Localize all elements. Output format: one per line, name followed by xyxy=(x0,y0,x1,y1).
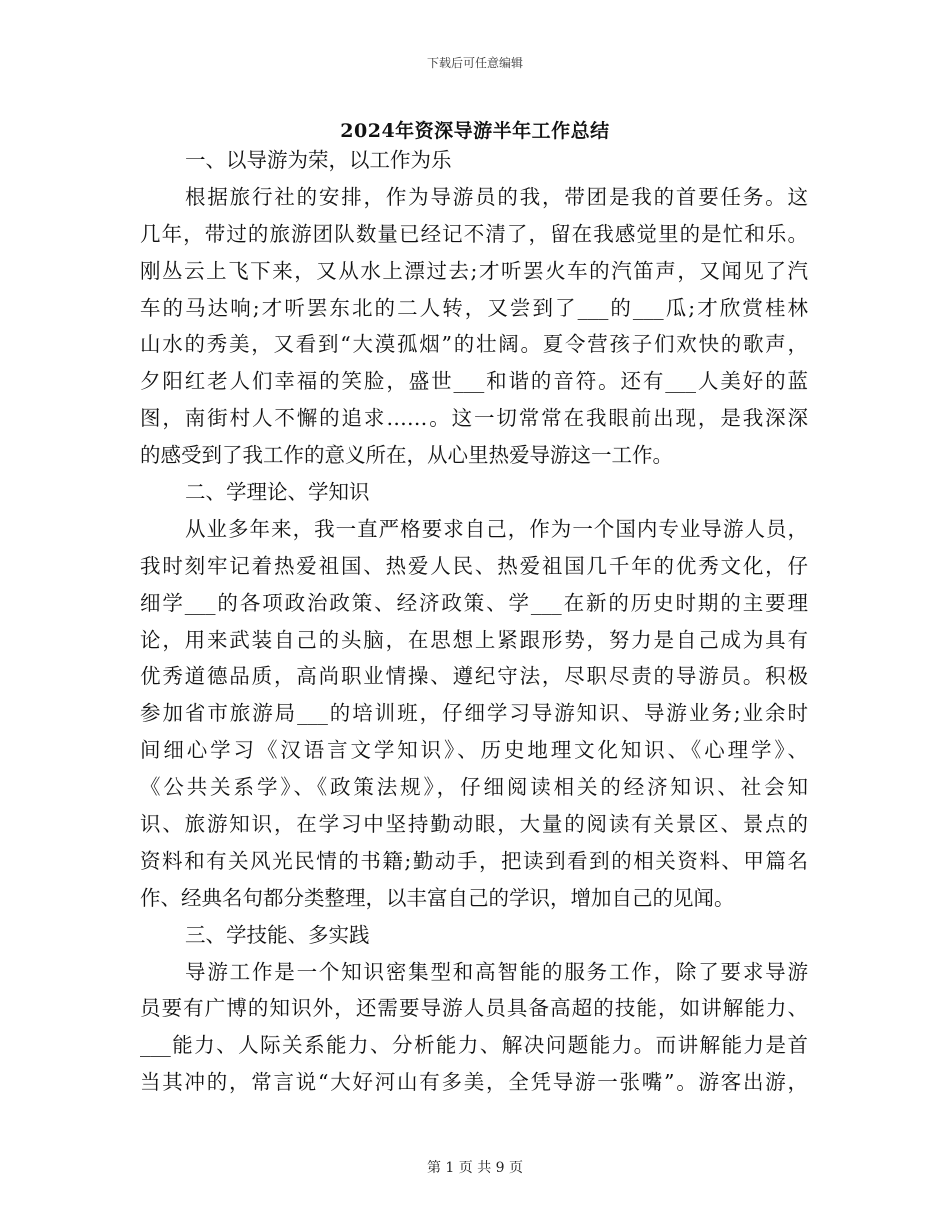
paragraph-line: 当其冲的，常言说“大好河山有多美，全凭导游一张嘴”。游客出游， xyxy=(140,1070,808,1095)
paragraph-line: 细学___的各项政治政策、经济政策、学___在新的历史时期的主要理 xyxy=(140,590,808,615)
paragraph-line: 刚丛云上飞下来，又从水上漂过去;才听罢火车的汽笛声，又闻见了汽 xyxy=(140,258,808,283)
section-heading-1: 一、以导游为荣，以工作为乐 xyxy=(185,148,452,172)
paragraph-line: 从业多年来，我一直严格要求自己，作为一个国内专业导游人员， xyxy=(185,516,808,541)
document-body xyxy=(140,142,808,1101)
paragraph-line: 的感受到了我工作的意义所在，从心里热爱导游这一工作。 xyxy=(140,443,673,468)
section-heading-2: 二、学理论、学知识 xyxy=(185,480,370,505)
paragraph-line: 图，南街村人不懈的追求……。这一切常常在我眼前出现，是我深深 xyxy=(140,406,808,431)
paragraph-line: 根据旅行社的安排，作为导游员的我，带团是我的首要任务。这 xyxy=(185,184,808,209)
paragraph-line: 资料和有关风光民情的书籍;勤动手，把读到看到的相关资料、甲篇名 xyxy=(140,848,808,873)
page-footer: 第 1 页 共 9 页 xyxy=(426,1160,524,1176)
paragraph-line: 识、旅游知识，在学习中坚持勤动眼，大量的阅读有关景区、景点的 xyxy=(140,812,808,837)
paragraph-line: 间细心学习《汉语言文学知识》、历史地理文化知识、《心理学》、 xyxy=(140,738,808,763)
paragraph-line: 我时刻牢记着热爱祖国、热爱人民、热爱祖国几千年的优秀文化，仔 xyxy=(140,553,808,578)
paragraph-line: 作、经典名句都分类整理，以丰富自己的学识，增加自己的见闻。 xyxy=(140,885,735,910)
paragraph-line: 夕阳红老人们幸福的笑脸，盛世___和谐的音符。还有___人美好的蓝 xyxy=(140,369,808,394)
paragraph-line: 员要有广博的知识外，还需要导游人员具备高超的技能，如讲解能力、 xyxy=(140,996,808,1021)
paragraph-line: 导游工作是一个知识密集型和高智能的服务工作，除了要求导游 xyxy=(185,959,808,984)
paragraph-line: 车的马达响;才听罢东北的二人转，又尝到了___的___瓜;才欣赏桂林 xyxy=(140,295,808,320)
section-heading-3: 三、学技能、多实践 xyxy=(185,922,370,947)
document-title: 2024年资深导游半年工作总结 xyxy=(340,120,610,142)
header-note: 下载后可任意编辑 xyxy=(426,56,523,70)
paragraph-line: 参加省市旅游局___的培训班，仔细学习导游知识、导游业务;业余时 xyxy=(140,701,808,726)
paragraph-line: ___能力、人际关系能力、分析能力、解决问题能力。而讲解能力是首 xyxy=(140,1033,808,1058)
paragraph-line: 几年，带过的旅游团队数量已经记不清了，留在我感觉里的是忙和乐。 xyxy=(140,221,808,246)
paragraph-line: 山水的秀美，又看到“大漠孤烟”的壮阔。夏令营孩子们欢快的歌声， xyxy=(140,332,808,357)
paragraph-line: 论，用来武装自己的头脑，在思想上紧跟形势，努力是自己成为具有 xyxy=(140,627,808,652)
paragraph-line: 优秀道德品质，高尚职业情操、遵纪守法，尽职尽责的导游员。积极 xyxy=(140,664,808,689)
paragraph-line: 《公共关系学》、《政策法规》，仔细阅读相关的经济知识、社会知 xyxy=(140,775,808,800)
